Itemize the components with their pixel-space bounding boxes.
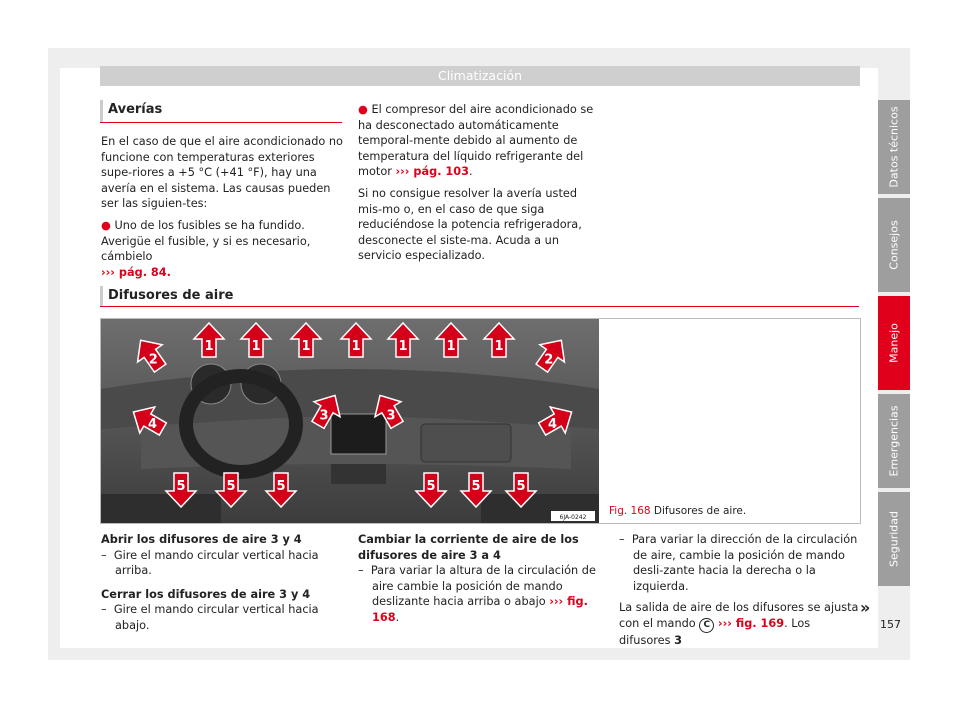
arrow-number: 1 bbox=[204, 339, 214, 354]
list-item: – Para variar la altura de la circulación de aire cambie la posición de mando deslizante hacia arriba o abajo ››› fig. 168. bbox=[358, 564, 596, 624]
page-link[interactable]: ››› pág. 84. bbox=[101, 265, 171, 279]
col3-paragraph bbox=[619, 600, 859, 648]
arrow-number: 1 bbox=[301, 339, 311, 354]
averias-col1 bbox=[101, 134, 343, 280]
arrow-number: 3 bbox=[386, 408, 396, 424]
section-rule bbox=[100, 122, 342, 123]
arrow-number: 4 bbox=[548, 417, 558, 432]
difusores-col2 bbox=[358, 532, 604, 632]
arrow-number: 1 bbox=[494, 339, 504, 354]
tab-consejos[interactable] bbox=[878, 198, 910, 292]
tab-label: Seguridad bbox=[887, 511, 901, 567]
arrow-number: 5 bbox=[226, 479, 236, 494]
tab-label: Manejo bbox=[887, 323, 901, 363]
section-rule bbox=[100, 306, 859, 307]
figure-link[interactable]: ››› fig. 168 bbox=[372, 595, 588, 624]
list-text: Para variar la altura de la circulación de aire cambie la posición de mando deslizante hacia arriba o abajo bbox=[370, 564, 596, 609]
arrow-number: 1 bbox=[446, 339, 456, 354]
dash: – bbox=[619, 533, 625, 546]
difusores-col3 bbox=[619, 532, 859, 655]
section-marker bbox=[100, 100, 103, 122]
continue-icon: » bbox=[860, 598, 871, 617]
list-item bbox=[101, 602, 343, 633]
dashboard-illustration bbox=[101, 319, 599, 523]
averias-paragraph: En el caso de que el aire acondicionado no funcione con temperaturas exteriores supe-riores a +5 °C (+41 °F), hay una avería en el sistema. Las causas pueden ser las siguien-tes: bbox=[101, 135, 343, 211]
tab-label: Consejos bbox=[887, 220, 901, 270]
figure-caption-text: Difusores de aire. bbox=[653, 505, 747, 517]
dash: – bbox=[358, 564, 364, 578]
dashboard-image bbox=[101, 319, 599, 523]
figure-link[interactable]: ››› fig. 169 bbox=[717, 616, 785, 630]
list-item bbox=[101, 548, 343, 579]
tab-label: Emergencias bbox=[887, 405, 901, 477]
subheading-cambiar: Cambiar la corriente de aire de los difusores de aire 3 a 4 bbox=[358, 533, 579, 562]
page-number: 157 bbox=[880, 618, 901, 631]
difusores-col1 bbox=[101, 532, 343, 640]
chapter-title: Climatización bbox=[437, 68, 523, 83]
tab-manejo[interactable] bbox=[878, 296, 910, 390]
arrow-number: 5 bbox=[276, 479, 286, 494]
averias-col2 bbox=[358, 102, 604, 270]
arrow-number: 2 bbox=[544, 352, 554, 368]
section-title-difusores: Difusores de aire bbox=[108, 288, 234, 303]
tab-emergencias[interactable] bbox=[878, 394, 910, 488]
list-text: Para variar la dirección de la circulación de aire, cambie la posición de mando desli-zante hacia la derecha o la izquierda. bbox=[631, 533, 858, 593]
list-item bbox=[619, 532, 859, 594]
section-title-averias: Averías bbox=[108, 102, 163, 117]
tab-seguridad[interactable] bbox=[878, 492, 910, 586]
averias-bullet-2 bbox=[358, 102, 604, 180]
dash: – bbox=[101, 603, 107, 617]
arrow-number: 1 bbox=[398, 339, 408, 354]
para-text: La salida de aire de los difusores se ajusta con el mando bbox=[619, 601, 859, 630]
figure-168 bbox=[100, 318, 861, 524]
figure-label: Fig. 168 bbox=[609, 505, 651, 517]
arrow-number: 2 bbox=[148, 352, 158, 368]
page-link[interactable]: ››› pág. 103 bbox=[395, 165, 470, 179]
bullet-icon: ● bbox=[358, 103, 368, 116]
control-c-icon: C bbox=[699, 618, 714, 633]
bullet-text: Uno de los fusibles se ha fundido. Averigüe el fusible, y si es necesario, cámbielo bbox=[101, 218, 311, 264]
arrow-number: 4 bbox=[147, 417, 157, 432]
averias-paragraph-2: Si no consigue resolver la avería usted mis-mo o, en el caso de que siga reduciéndose la potencia refrigeradora, desconecte el siste-ma. Acuda a un servicio especializado. bbox=[358, 186, 582, 263]
tab-label: Datos técnicos bbox=[887, 106, 901, 188]
dash: – bbox=[101, 548, 107, 562]
arrow-number: 5 bbox=[426, 479, 436, 494]
bullet-icon: ● bbox=[101, 218, 111, 232]
chapter-header bbox=[100, 66, 860, 86]
subheading-cerrar: Cerrar los difusores de aire 3 y 4 bbox=[101, 587, 311, 601]
list-text: Gire el mando circular vertical hacia abajo. bbox=[113, 603, 319, 632]
list-text: Gire el mando circular vertical hacia arriba. bbox=[113, 548, 319, 578]
arrow-number: 3 bbox=[319, 408, 329, 424]
averias-bullet-1 bbox=[101, 218, 343, 280]
subheading-abrir: Abrir los difusores de aire 3 y 4 bbox=[101, 533, 302, 546]
section-marker bbox=[100, 286, 103, 306]
figure-code: 6JA-0242 bbox=[559, 514, 587, 521]
figure-caption bbox=[609, 505, 746, 517]
arrow-number: 1 bbox=[251, 339, 261, 354]
bullet-text: El compresor del aire acondicionado se ha desconectado automáticamente temporal-mente debido al aumento de temperatura del líquido refrigerante del motor bbox=[358, 103, 594, 179]
diffuser-number: 3 bbox=[674, 633, 682, 647]
bullet-end: . bbox=[469, 165, 473, 179]
para-text: . Los difusores bbox=[619, 616, 811, 647]
arrow-number: 5 bbox=[516, 479, 526, 494]
tab-datos-tecnicos[interactable] bbox=[878, 100, 910, 194]
arrow-number: 1 bbox=[351, 339, 361, 354]
arrow-number: 5 bbox=[471, 479, 481, 494]
arrow-number: 5 bbox=[176, 479, 186, 494]
